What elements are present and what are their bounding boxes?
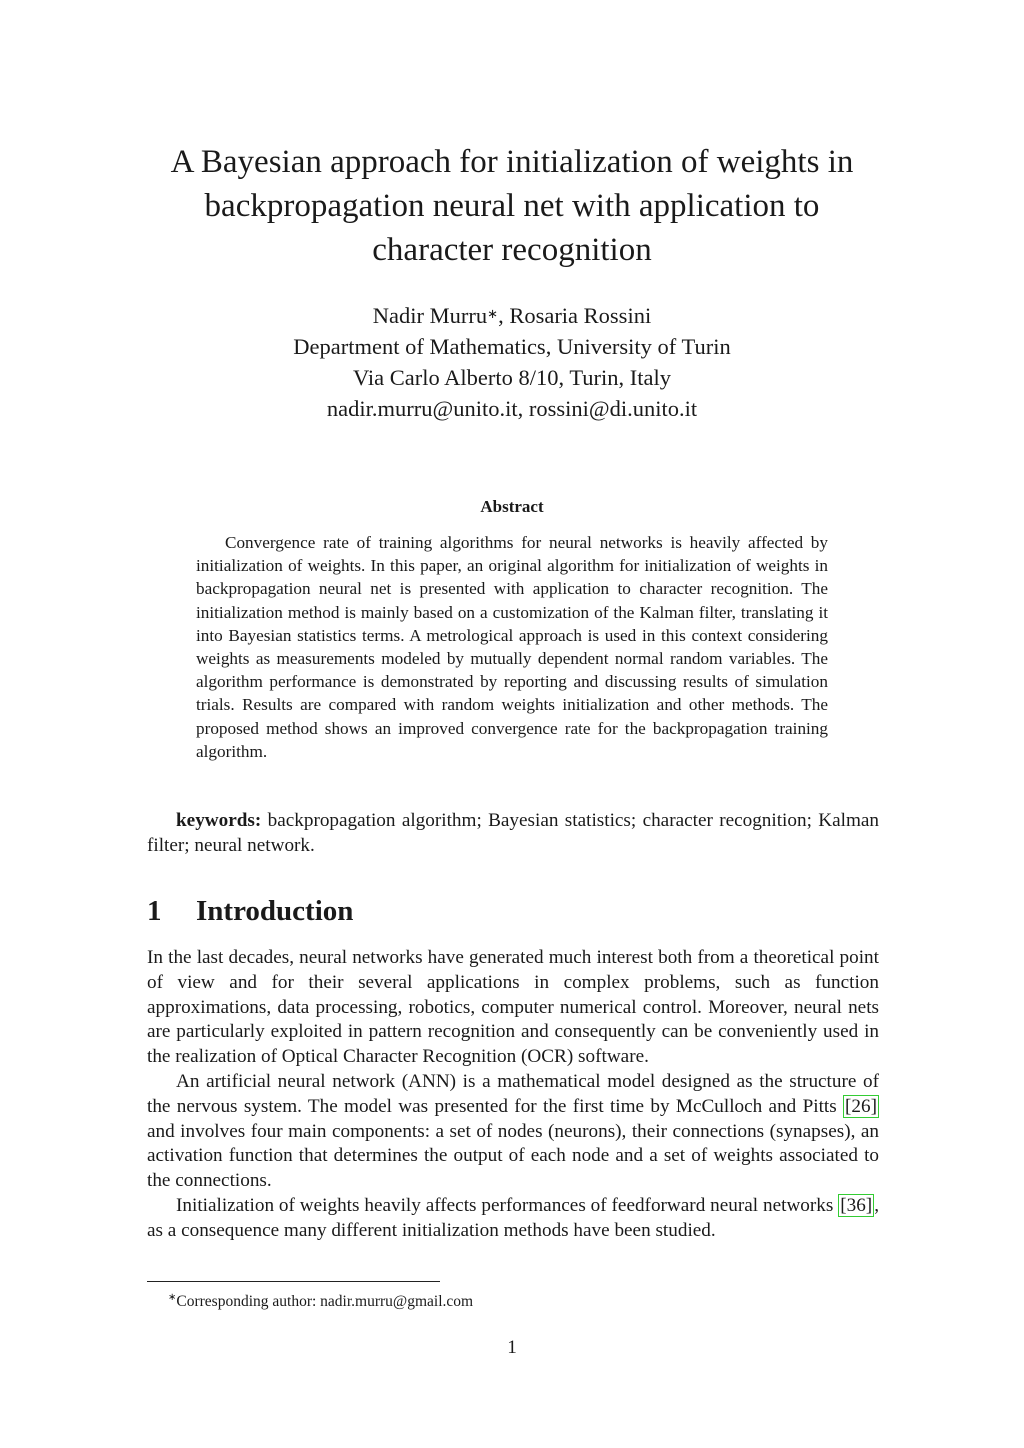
corresponding-author-mark: ∗ <box>487 306 499 321</box>
section-number: 1 <box>147 895 162 927</box>
author-name: Nadir Murru <box>372 303 488 328</box>
title-line: character recognition <box>372 232 652 268</box>
section-title: Introduction <box>196 895 354 927</box>
title-line: backpropagation neural net with application to <box>204 188 820 224</box>
author-name: Rosaria Rossini <box>509 303 652 328</box>
affiliation: Department of Mathematics, University of Turin <box>293 334 731 359</box>
citation-link[interactable]: [36] <box>840 1194 873 1216</box>
title-line: A Bayesian approach for initialization of weights in <box>170 144 854 180</box>
section-heading <box>147 891 879 931</box>
footnote-text: Corresponding author: nadir.murru@gmail.com <box>176 1293 474 1311</box>
footnote-divider <box>147 1281 440 1282</box>
abstract-text: Convergence rate of training algorithms for neural networks is heavily affected by initialization of weights. In this paper, an original algorithm for initialization of weights in backpropagation neural net is presented with application to character recognition. The initialization method is mainly based on a customization of the Kalman filter, translating it into Bayesian statistics terms. A metrological approach is used in this context considering weights as measurements modeled by mutually dependent normal random variables. The algorithm performance is demonstrated by reporting and discussing results of simulation trials. Results are compared with random weights initialization and other methods. The proposed method shows an improved convergence rate for the backpropagation training algorithm. <box>196 533 828 761</box>
paragraph: Initialization of weights heavily affects performances of feedforward neural networks [36] , as a consequence many different initialization methods have been studied. <box>147 1194 879 1241</box>
paragraph: An artificial neural network (ANN) is a mathematical model designed as the structure of the nervous system. The model was presented for the first time by McCulloch and Pitts [26] and involves four main components: a set of nodes (neurons), their connections (synapses), an activation function that determines the output of each node and a set of weights associated to the connections. <box>147 1070 879 1192</box>
author-emails: nadir.murru@unito.it, rossini@di.unito.it <box>326 396 698 421</box>
keywords-label: keywords: <box>176 810 262 831</box>
abstract-heading: Abstract <box>480 497 544 516</box>
paragraph: In the last decades, neural networks have generated much interest both from a theoretical point of view and for their several applications in complex problems, such as function approximations, data processing, robotics, computer numerical control. Moreover, neural nets are particularly exploited in pattern recognition and consequently can be conveniently used in the realization of Optical Character Recognition (OCR) software. <box>147 947 879 1068</box>
footnote-mark: ∗ <box>168 1292 177 1303</box>
section-body <box>147 946 879 1244</box>
citation-link[interactable]: [26] <box>845 1095 877 1117</box>
author-names <box>120 300 904 331</box>
page-number: 1 <box>507 1337 517 1358</box>
paper-title <box>120 140 904 272</box>
address: Via Carlo Alberto 8/10, Turin, Italy <box>352 365 671 390</box>
keywords-text: backpropagation algorithm; Bayesian statistics; character recognition; Kalman filter; neural network. <box>147 810 879 856</box>
keywords <box>147 808 879 858</box>
author-block <box>120 300 904 424</box>
author-separator: , <box>498 303 510 328</box>
footnote <box>147 1288 879 1312</box>
